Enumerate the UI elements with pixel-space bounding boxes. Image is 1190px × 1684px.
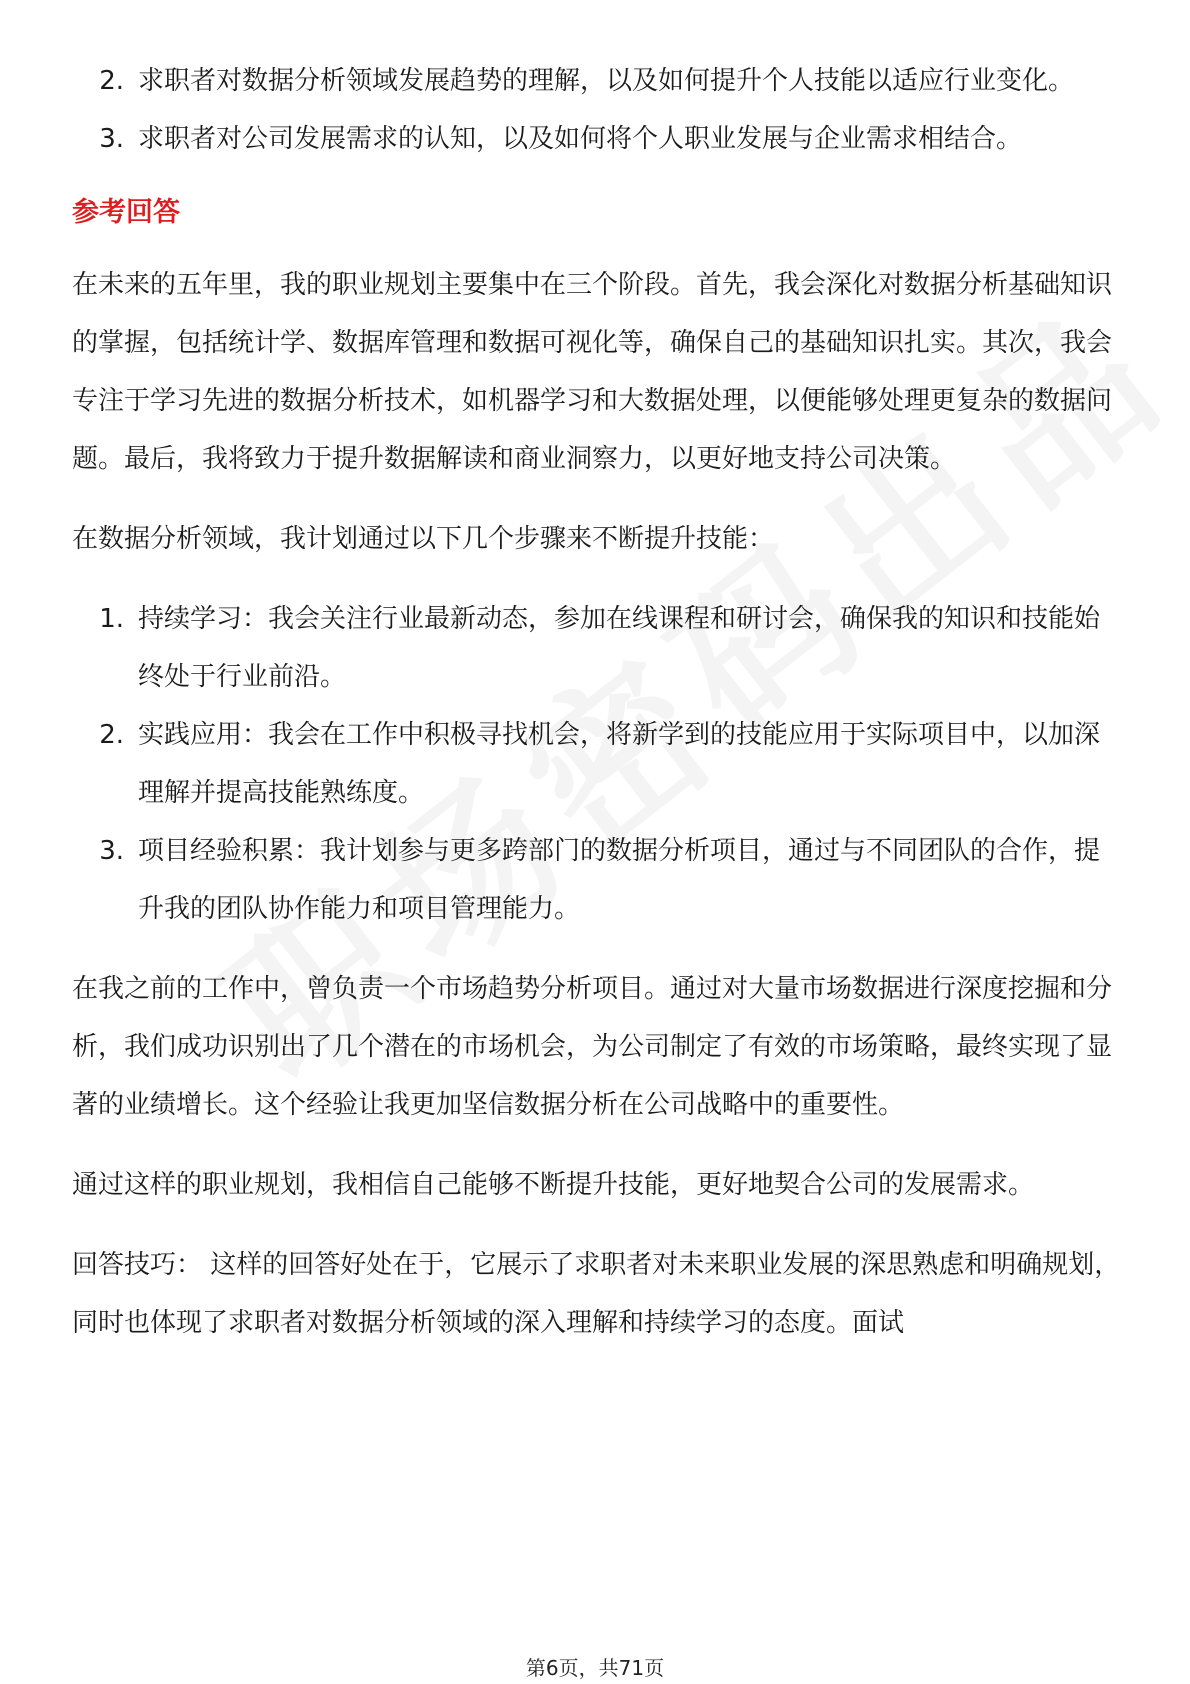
paragraph-experience: 在我之前的工作中，曾负责一个市场趋势分析项目。通过对大量市场数据进行深度挖掘和分析，我们成功识别出了几个潜在的市场机会，为公司制定了有效的市场策略，最终实现了显著的业绩增长。这个经验让我更加坚信数据分析在公司战略中的重要性。 xyxy=(72,974,1113,1120)
paragraph-plan: 在未来的五年里，我的职业规划主要集中在三个阶段。首先，我会深化对数据分析基础知识的掌握，包括统计学、数据库管理和数据可视化等，确保自己的基础知识扎实。其次，我会专注于学习先进的数据分析技术，如机器学习和大数据处理，以便能够处理更复杂的数据问题。最后，我将致力于提升数据解读和商业洞察力，以更好地支持公司决策。 xyxy=(72,270,1113,474)
list-number: 1. xyxy=(99,604,124,634)
list-item xyxy=(72,52,1124,110)
paragraph-conclusion: 通过这样的职业规划，我相信自己能够不断提升技能，更好地契合公司的发展需求。 xyxy=(72,1170,1035,1200)
list-number: 3. xyxy=(99,124,124,154)
page-content xyxy=(72,52,1124,1352)
paragraph-steps-intro: 在数据分析领域，我计划通过以下几个步骤来不断提升技能： xyxy=(72,524,775,554)
list-number: 3. xyxy=(99,836,124,866)
list-number: 2. xyxy=(99,66,124,96)
intro-list xyxy=(72,52,1124,168)
list-text: 实践应用：我会在工作中积极寻找机会，将新学到的技能应用于实际项目中，以加深理解并提高技能熟练度。 xyxy=(138,720,1101,808)
list-item xyxy=(72,590,1124,706)
list-number: 2. xyxy=(99,720,124,750)
list-text: 求职者对公司发展需求的认知，以及如何将个人职业发展与企业需求相结合。 xyxy=(138,124,1023,154)
steps-list xyxy=(72,590,1124,938)
list-item xyxy=(72,706,1124,822)
page-number: 第6页，共71页 xyxy=(525,1656,665,1680)
paragraph-tips: 回答技巧： 这样的回答好处在于，它展示了求职者对未来职业发展的深思熟虑和明确规划，同时也体现了求职者对数据分析领域的深入理解和持续学习的态度。面试 xyxy=(72,1250,1121,1338)
list-text: 求职者对数据分析领域发展趋势的理解，以及如何提升个人技能以适应行业变化。 xyxy=(138,66,1075,96)
section-title: 参考回答 xyxy=(72,197,180,228)
list-text: 项目经验积累：我计划参与更多跨部门的数据分析项目，通过与不同团队的合作，提升我的团队协作能力和项目管理能力。 xyxy=(138,836,1101,924)
list-text: 持续学习：我会关注行业最新动态，参加在线课程和研讨会，确保我的知识和技能始终处于行业前沿。 xyxy=(138,604,1101,692)
list-item xyxy=(72,822,1124,938)
list-item xyxy=(72,110,1124,168)
